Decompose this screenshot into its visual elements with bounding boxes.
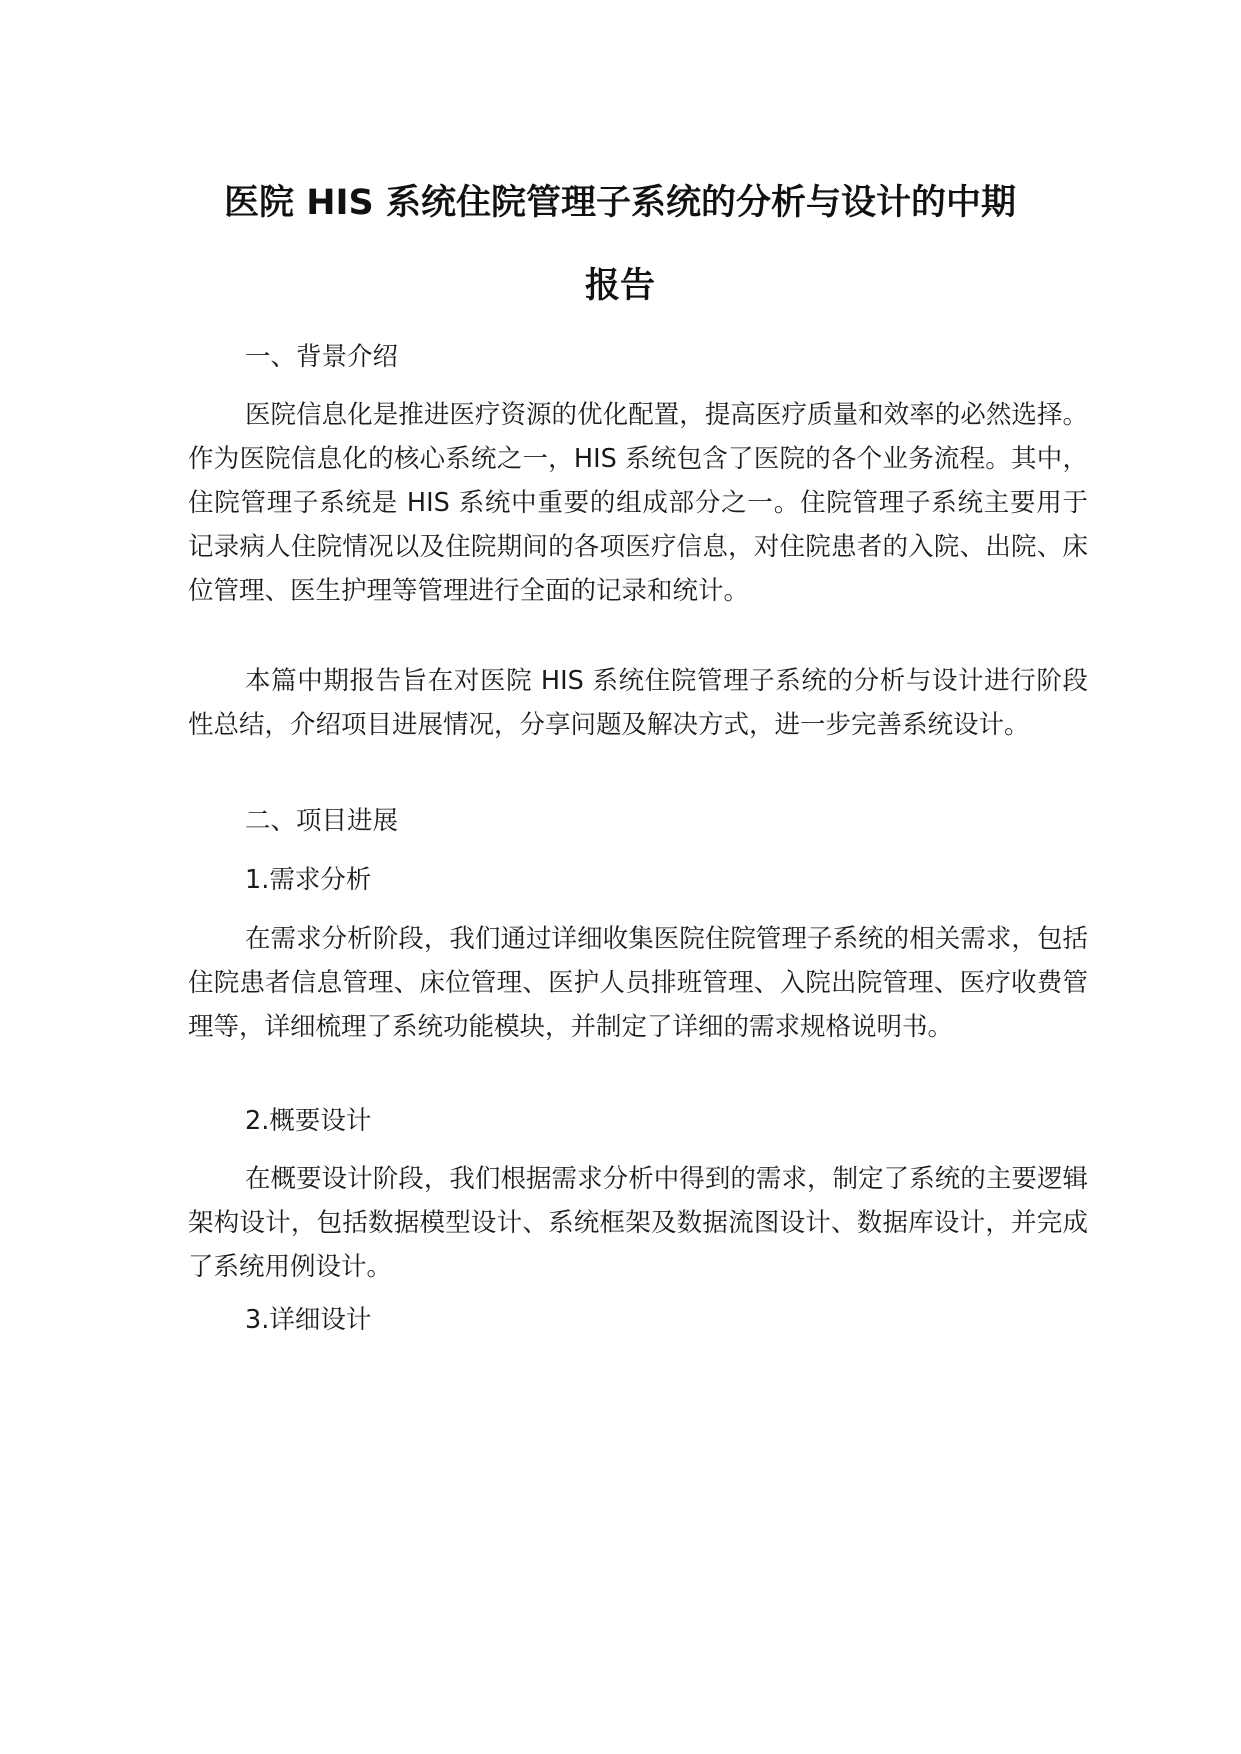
subheading-requirements: 1.需求分析 [245,865,372,895]
paragraph-outline-design: 在概要设计阶段，我们根据需求分析中得到的需求，制定了系统的主要逻辑架构设计，包括数据模型设计、系统框架及数据流图设计、数据库设计，并完成了系统用例设计。 [188,1164,1088,1282]
document-title-line-1: 医院 HIS 系统住院管理子系统的分析与设计的中期 [224,183,1016,223]
document-title-line-2: 报告 [584,266,655,306]
section-heading-background: 一、背景介绍 [245,342,399,372]
section-heading-progress: 二、项目进展 [245,806,399,836]
paragraph-requirements: 在需求分析阶段，我们通过详细收集医院住院管理子系统的相关需求，包括住院患者信息管理、床位管理、医护人员排班管理、入院出院管理、医疗收费管理等，详细梳理了系统功能模块，并制定了详细的需求规格说明书。 [188,924,1088,1042]
subheading-outline-design: 2.概要设计 [245,1106,372,1136]
paragraph-background-1: 医院信息化是推进医疗资源的优化配置，提高医疗质量和效率的必然选择。作为医院信息化的核心系统之一，HIS 系统包含了医院的各个业务流程。其中，住院管理子系统是 HIS 系统中重要的组成部分之一。住院管理子系统主要用于记录病人住院情况以及住院期间的各项医疗信息，对住院患者的入院、出院、床位管理、医生护理等管理进行全面的记录和统计。 [188,400,1088,606]
subheading-detailed-design: 3.详细设计 [245,1305,372,1335]
paragraph-background-2: 本篇中期报告旨在对医院 HIS 系统住院管理子系统的分析与设计进行阶段性总结，介绍项目进展情况，分享问题及解决方式，进一步完善系统设计。 [188,666,1088,740]
